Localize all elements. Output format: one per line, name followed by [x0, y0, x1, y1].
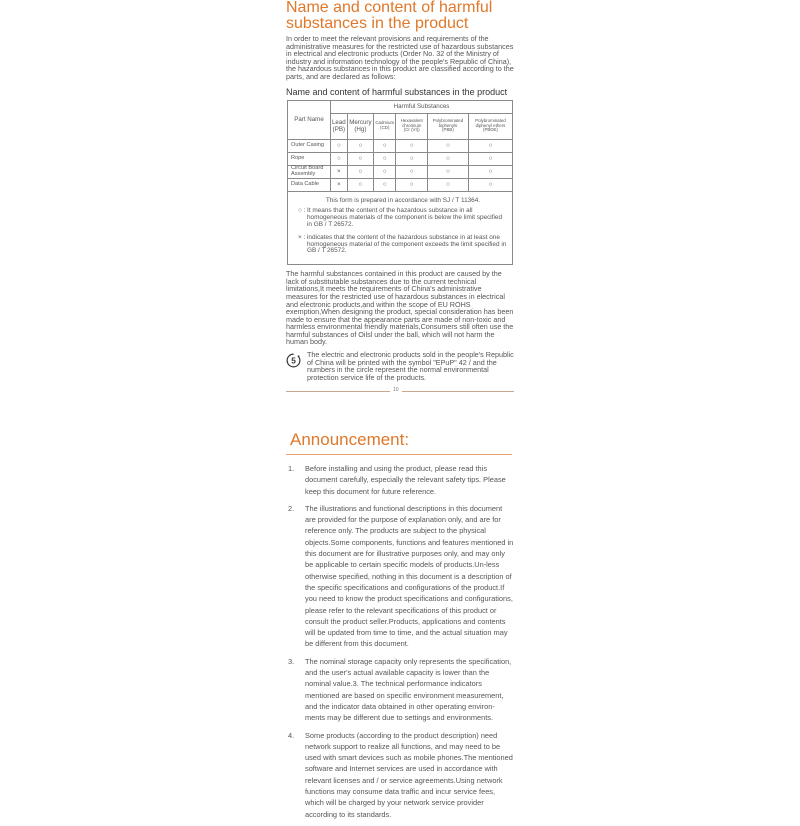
column-header-3: [396, 113, 428, 139]
item-number: 1.: [288, 464, 295, 473]
column-code: (Hg): [354, 126, 367, 134]
cross-symbol: × :: [298, 233, 306, 241]
column-name: Polybrominated biphenyls: [432, 118, 464, 128]
harmful-substances-header: Harmful Substances: [331, 100, 513, 113]
column-header-4: [427, 113, 468, 139]
harmful-substances-table: [287, 100, 513, 266]
note-cross: [298, 235, 508, 255]
list-item: [286, 730, 514, 820]
substance-mark-cell: ○: [374, 178, 396, 191]
announcement-title: Announcement:: [290, 430, 410, 449]
table-title: Name and content of harmful substances in the product: [286, 86, 508, 97]
column-header-5: [468, 113, 512, 139]
column-header-0: [331, 113, 348, 139]
list-item: [286, 656, 514, 724]
item-text: The nominal storage capacity only represents the specification, and the user's actual available capacity is lower than the nominal value.3. The technical performance indicators mentioned are based on specific environment measurement, and the indicator data obtained in other operating environ-ments may be different due to settings and environments.: [305, 656, 512, 723]
substance-mark-cell: ○: [427, 178, 468, 191]
substance-mark-cell: ○: [427, 165, 468, 178]
note-standard: This form is prepared in accordance with SJ / T 11364.: [325, 196, 481, 204]
substance-mark-cell: ○: [427, 139, 468, 152]
substance-mark-cell: ×: [331, 178, 348, 191]
table-row: [288, 178, 513, 191]
epup-number: 5: [291, 356, 296, 366]
column-header-2: [374, 113, 396, 139]
substance-mark-cell: ○: [331, 152, 348, 165]
document-page-10: [286, 0, 514, 395]
epup-section: [286, 351, 514, 381]
substance-mark-cell: ○: [468, 152, 512, 165]
substance-mark-cell: ○: [347, 178, 373, 191]
substance-mark-cell: ○: [396, 165, 428, 178]
epup-text: The electric and electronic products sold in the people's Republic of China will be printed with the symbol "EPuP" 42 / and the numbers in the circle represent the normal environmental protection service life of the products.: [307, 350, 514, 382]
table-row: [288, 165, 513, 178]
item-text: Some products (according to the product description) need network support to realize all functions, and may need to be used with smart devices such as mobile phones.The mentioned software and Internet services are used in accordance with relevant licenses and / or service agreements.Using network functions may consume data traffic and incur service fees, which will be charged by your network service provider according to its standards.: [305, 730, 513, 819]
column-code: (PBDE): [483, 127, 498, 133]
substance-mark-cell: ○: [374, 152, 396, 165]
item-text: Before installing and using the product, please read this document carefully, especially the relevant safety tips. Please keep this document for future reference.: [305, 464, 506, 496]
substance-mark-cell: ○: [374, 165, 396, 178]
item-number: 3.: [288, 656, 295, 666]
substance-mark-cell: ○: [347, 165, 373, 178]
table-notes: [288, 191, 513, 265]
column-name: Lead: [331, 119, 346, 127]
list-item: [286, 463, 514, 497]
column-name: Hexavalent chromium: [400, 118, 423, 128]
part-name-header: Part Name: [288, 100, 331, 139]
title-divider: [286, 454, 512, 455]
part-name-cell: Outer Casing: [288, 139, 331, 152]
column-header-1: [347, 113, 373, 139]
column-code: (PB): [332, 126, 346, 134]
substance-mark-cell: ×: [331, 165, 348, 178]
intro-paragraph: In order to meet the relevant provisions and requirements of the administrative measures for the restricted use of hazardous substances in electrical and electronic products (Order No. 32 of the Ministry of industry and information technology of the people's Republic of China), the hazardous substances in this product are classified according to the parts, and are declared as follows:: [286, 34, 514, 81]
page-footer: [286, 387, 514, 395]
substance-mark-cell: ○: [347, 152, 373, 165]
column-code: (CD): [380, 125, 390, 131]
table-row: [288, 139, 513, 152]
substance-mark-cell: ○: [396, 152, 428, 165]
part-name-cell: Data Cable: [288, 178, 331, 191]
substance-mark-cell: ○: [396, 139, 428, 152]
list-item: [286, 503, 514, 650]
item-number: 4.: [288, 730, 295, 740]
explanation-paragraph: The harmful substances contained in this product are caused by the lack of substitutable substances due to the current technical limitations,It meets the requirements of China's administrative measures for the restricted use of hazardous substances in electrical and electronic products,and within the scope of EU ROHS exemption,When designing the product, special consideration has been made to ensure that the appearance parts are made of non-toxic and harmless environmental friendly materials,Consumers still often use the harmful substances of Oilsl under the ball, which will not harm the human body.: [286, 269, 514, 347]
item-number: 2.: [288, 503, 295, 513]
column-name: Polybrominated diphenyl ethers: [475, 118, 506, 128]
substance-mark-cell: ○: [468, 165, 512, 178]
note-circle: [298, 208, 508, 228]
column-code: (PBB): [442, 127, 454, 133]
substance-mark-cell: ○: [468, 139, 512, 152]
substance-mark-cell: ○: [331, 139, 348, 152]
substance-mark-cell: ○: [427, 152, 468, 165]
note-cross-text: indicates that the content of the hazardous substance in at least one homogeneous material of the component exceeds the limit specified in GB / T 26572.: [307, 233, 507, 255]
note-circle-text: It means that the content of the hazardous substance in all homogeneous materials of the component is below the limit specified in GB / T 26572.: [307, 207, 503, 228]
announcement-page: [286, 425, 514, 826]
column-code: (Cr (VI)): [403, 127, 420, 133]
substance-mark-cell: ○: [374, 139, 396, 152]
announcement-list: [286, 463, 514, 820]
item-text: The illustrations and functional descriptions in this document are provided for the purpose of explanation only, and are for reference only. The products are subject to the physical objects.Some components, functions and features mentioned in this document are for illustrative purposes only, and may only be applicable to certain specific models of products.Un-less otherwise specified, nothing in this document is a description of the specific specifications and configurations of the product.If you need to know the product specifications and configurations, please refer to the relevant specifications of this product or consult the product seller.Products, applications and contents will be updated from time to time, and the actual situation may be different from this document.: [305, 503, 514, 649]
substance-mark-cell: ○: [347, 139, 373, 152]
table-row: [288, 152, 513, 165]
substance-mark-cell: ○: [396, 178, 428, 191]
page-title: Name and content of harmful substances in the product: [286, 0, 493, 32]
column-name: Mercury: [349, 119, 372, 127]
column-name: Cadmium: [375, 120, 395, 126]
page-number: 10: [390, 387, 402, 393]
circle-symbol: ○ :: [298, 207, 306, 215]
part-name-cell: Circuit Board Assembly: [288, 165, 331, 178]
environmental-service-life-icon: [286, 353, 301, 368]
substance-mark-cell: ○: [468, 178, 512, 191]
part-name-cell: Rope: [288, 152, 331, 165]
